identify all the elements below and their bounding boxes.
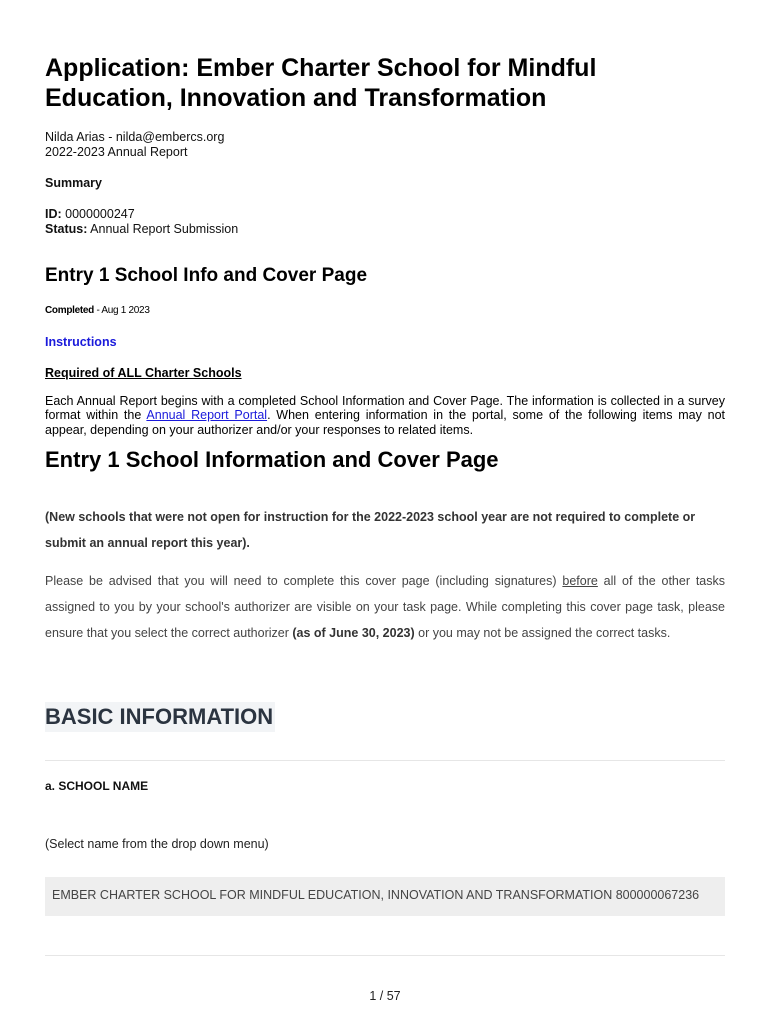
- contact-line: Nilda Arias - nilda@embercs.org: [45, 130, 225, 144]
- advised-text-1: Please be advised that you will need to complete this cover page (including signatures): [45, 574, 563, 588]
- application-title: Application: Ember Charter School for Mindful Education, Innovation and Transformation: [45, 54, 597, 112]
- school-name-value: EMBER CHARTER SCHOOL FOR MINDFUL EDUCATION, INNOVATION AND TRANSFORMATION 800000067236: [45, 877, 725, 916]
- school-name-hint: (Select name from the drop down menu): [45, 837, 269, 851]
- required-heading: Required of ALL Charter Schools: [45, 366, 242, 380]
- id-label: ID:: [45, 207, 62, 221]
- status-value: Annual Report Submission: [90, 222, 239, 236]
- advised-text-3: or you may not be assigned the correct tasks.: [414, 625, 671, 640]
- status-label: Status:: [45, 222, 88, 236]
- basic-information-heading: BASIC INFORMATION: [45, 702, 275, 732]
- advised-date-bold: (as of June 30, 2023): [292, 625, 415, 640]
- cover-page-heading: Entry 1 School Information and Cover Page: [45, 447, 499, 472]
- new-schools-note: (New schools that were not open for instruction for the 2022-2023 school year are not required to complete or submit an annual report this year).: [45, 510, 696, 550]
- report-year: 2022-2023 Annual Report: [45, 145, 188, 159]
- intro-paragraph: [45, 394, 725, 437]
- id-row: [45, 207, 135, 222]
- page-number: 1 / 57: [369, 989, 401, 1003]
- completed-label: Completed: [45, 305, 94, 316]
- intro-text-after-link: . When entering information in the portal, some of the following items may not appear, depending on your authorizer and/or your responses to related items.: [45, 408, 725, 437]
- annual-report-portal-link[interactable]: Annual Report Portal: [146, 408, 268, 423]
- completed-line: [45, 305, 150, 316]
- intro-text-before-link: Each Annual Report begins with a completed School Information and Cover Page. The information is collected in a survey format within the: [45, 394, 725, 423]
- section-divider-bottom: [45, 955, 725, 956]
- section-divider-top: [45, 760, 725, 761]
- school-name-label: a. SCHOOL NAME: [45, 779, 149, 793]
- advised-before-underlined: before: [562, 574, 598, 588]
- summary-label: Summary: [45, 176, 102, 190]
- advised-paragraph: [45, 569, 725, 646]
- instructions-link[interactable]: Instructions: [45, 335, 117, 349]
- advised-text-2: all of the other tasks assigned to you by your school's authorizer are visible on your task page. While completing this cover page task, please ensure that you select the correct authorizer: [45, 574, 725, 640]
- entry-heading: Entry 1 School Info and Cover Page: [45, 265, 368, 286]
- completed-date: - Aug 1 2023: [96, 305, 150, 316]
- id-value: 0000000247: [65, 207, 135, 221]
- status-row: [45, 222, 238, 237]
